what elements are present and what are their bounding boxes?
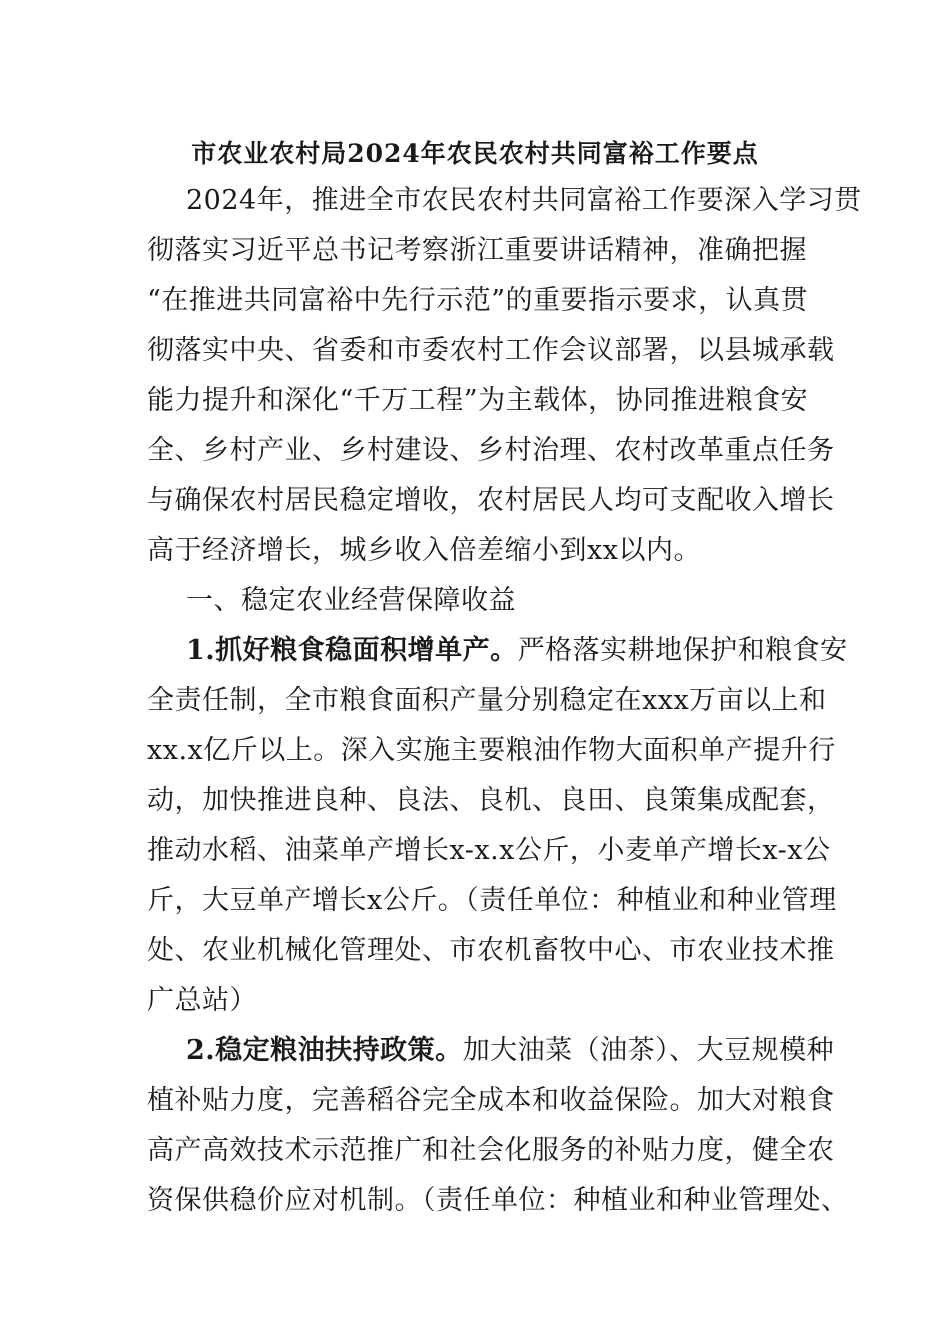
item1-line-8: 广总站） — [147, 985, 257, 1016]
item2-first-line — [186, 1031, 834, 1071]
item1-lead: 1.抓好粮食稳面积增单产。 — [186, 635, 518, 666]
item2-line-4: 资保供稳价应对机制。（责任单位：种植业和种业管理处、 — [147, 1185, 849, 1216]
item1-line-6: 斤，大豆单产增长x公斤。（责任单位：种植业和种业管理 — [147, 885, 837, 916]
intro-line-2: 彻落实习近平总书记考察浙江重要讲话精神，准确把握 — [147, 235, 807, 266]
item1-line-5: 推动水稻、油菜单产增长x-x.x公斤，小麦单产增长x-x公 — [147, 835, 831, 866]
item2-first-rest: 加大油菜（油茶）、大豆规模种 — [462, 1035, 835, 1066]
item2-line-3: 高产高效技术示范推广和社会化服务的补贴力度，健全农 — [147, 1135, 835, 1166]
item1-line-4: 动，加快推进良种、良法、良机、良田、良策集成配套， — [147, 785, 835, 816]
item1-line-2: 全责任制，全市粮食面积产量分别稳定在xxx万亩以上和 — [147, 685, 827, 716]
intro-line-1: 2024年，推进全市农民农村共同富裕工作要深入学习贯 — [186, 185, 862, 216]
intro-line-6: 全、乡村产业、乡村建设、乡村治理、农村改革重点任务 — [147, 435, 835, 466]
item1-first-rest: 严格落实耕地保护和粮食安 — [517, 635, 848, 666]
section-heading-1: 一、稳定农业经营保障收益 — [186, 585, 516, 616]
intro-line-5: 能力提升和深化“千万工程”为主载体，协同推进粮食安 — [147, 385, 809, 416]
item2-lead: 2.稳定粮油扶持政策。 — [186, 1035, 463, 1066]
intro-line-8: 高于经济增长，城乡收入倍差缩小到xx以内。 — [147, 535, 701, 566]
document-title: 市农业农村局2024年农民农村共同富裕工作要点 — [191, 139, 759, 168]
item2-line-2: 植补贴力度，完善稻谷完全成本和收益保险。加大对粮食 — [147, 1085, 835, 1116]
item1-line-7: 处、农业机械化管理处、市农机畜牧中心、市农业技术推 — [147, 935, 835, 966]
item1-line-3: xx.x亿斤以上。深入实施主要粮油作物大面积单产提升行 — [147, 735, 836, 766]
intro-line-4: 彻落实中央、省委和市委农村工作会议部署，以县城承载 — [147, 335, 835, 366]
intro-line-7: 与确保农村居民稳定增收，农村居民人均可支配收入增长 — [147, 485, 835, 516]
intro-line-3: “在推进共同富裕中先行示范”的重要指示要求，认真贯 — [147, 285, 809, 316]
item1-first-line — [186, 631, 848, 671]
